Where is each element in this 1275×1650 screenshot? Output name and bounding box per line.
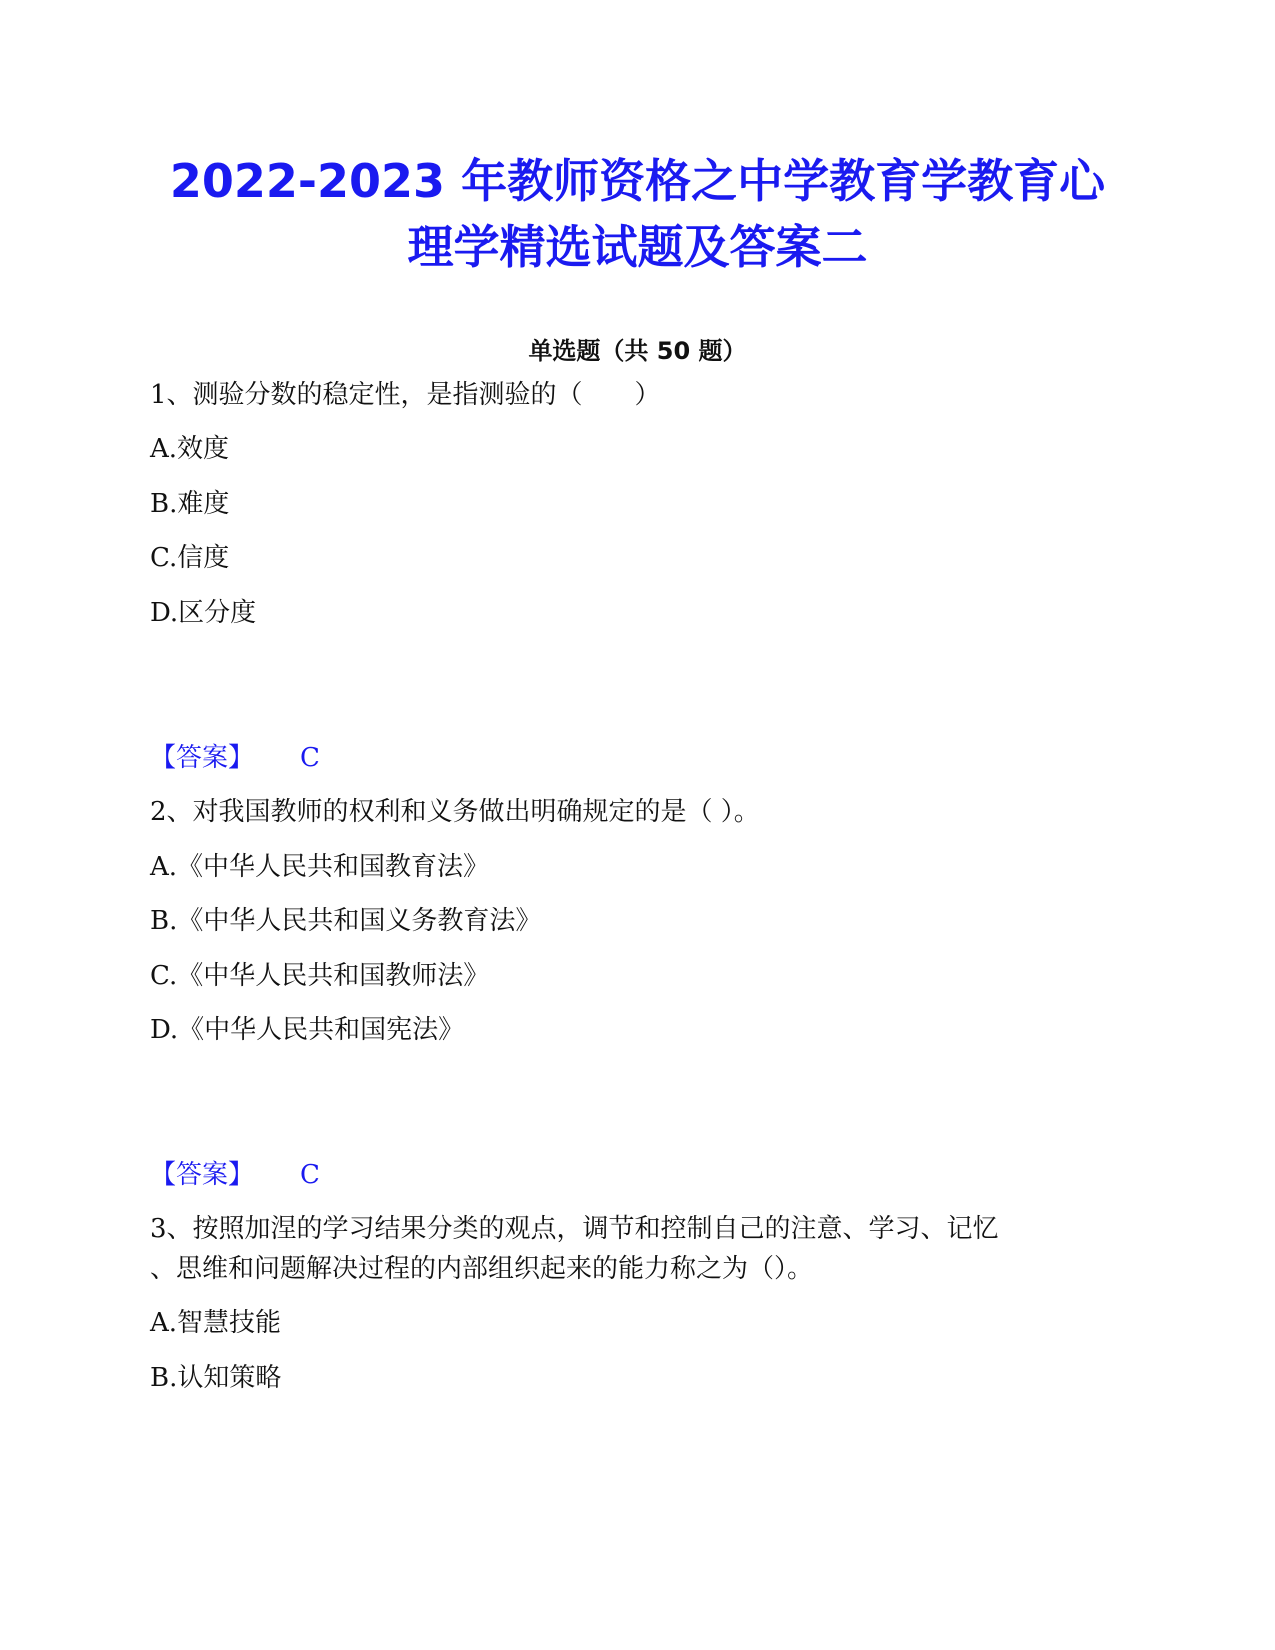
question-2-stem: 2、对我国教师的权利和义务做出明确规定的是（ ）。 [150,797,760,827]
question-2-answer [150,1157,320,1193]
question-1-option-a: A.效度 [150,434,230,464]
question-2-option-d: D.《中华人民共和国宪法》 [150,1015,465,1045]
page-title-line-2: 理学精选试题及答案二 [407,220,868,274]
question-2-option-a: A.《中华人民共和国教育法》 [150,852,490,882]
section-heading: 单选题（共 50 题） [528,337,747,365]
question-1-answer [150,740,320,776]
page-title [110,148,1165,280]
page-title-line-1: 2022-2023 年教师资格之中学教育学教育心 [169,154,1106,208]
answer-value: C [300,743,320,773]
question-1-option-d: D.区分度 [150,598,257,628]
question-1-option-c: C.信度 [150,543,230,573]
question-3-option-a: A.智慧技能 [150,1308,282,1338]
answer-value: C [300,1160,320,1190]
question-3-stem-line-1: 3、按照加涅的学习结果分类的观点，调节和控制自己的注意、学习、记忆 [150,1214,999,1244]
answer-label: 【答案】 [150,1160,255,1190]
question-3-option-b: B.认知策略 [150,1363,282,1393]
question-1-stem: 1、测验分数的稳定性，是指测验的（ ） [150,380,661,410]
question-2-option-b: B.《中华人民共和国义务教育法》 [150,906,542,936]
question-2-option-c: C.《中华人民共和国教师法》 [150,961,490,991]
question-1-option-b: B.难度 [150,489,230,519]
question-3-stem-line-2: 、思维和问题解决过程的内部组织起来的能力称之为（）。 [150,1254,814,1284]
answer-label: 【答案】 [150,743,255,773]
